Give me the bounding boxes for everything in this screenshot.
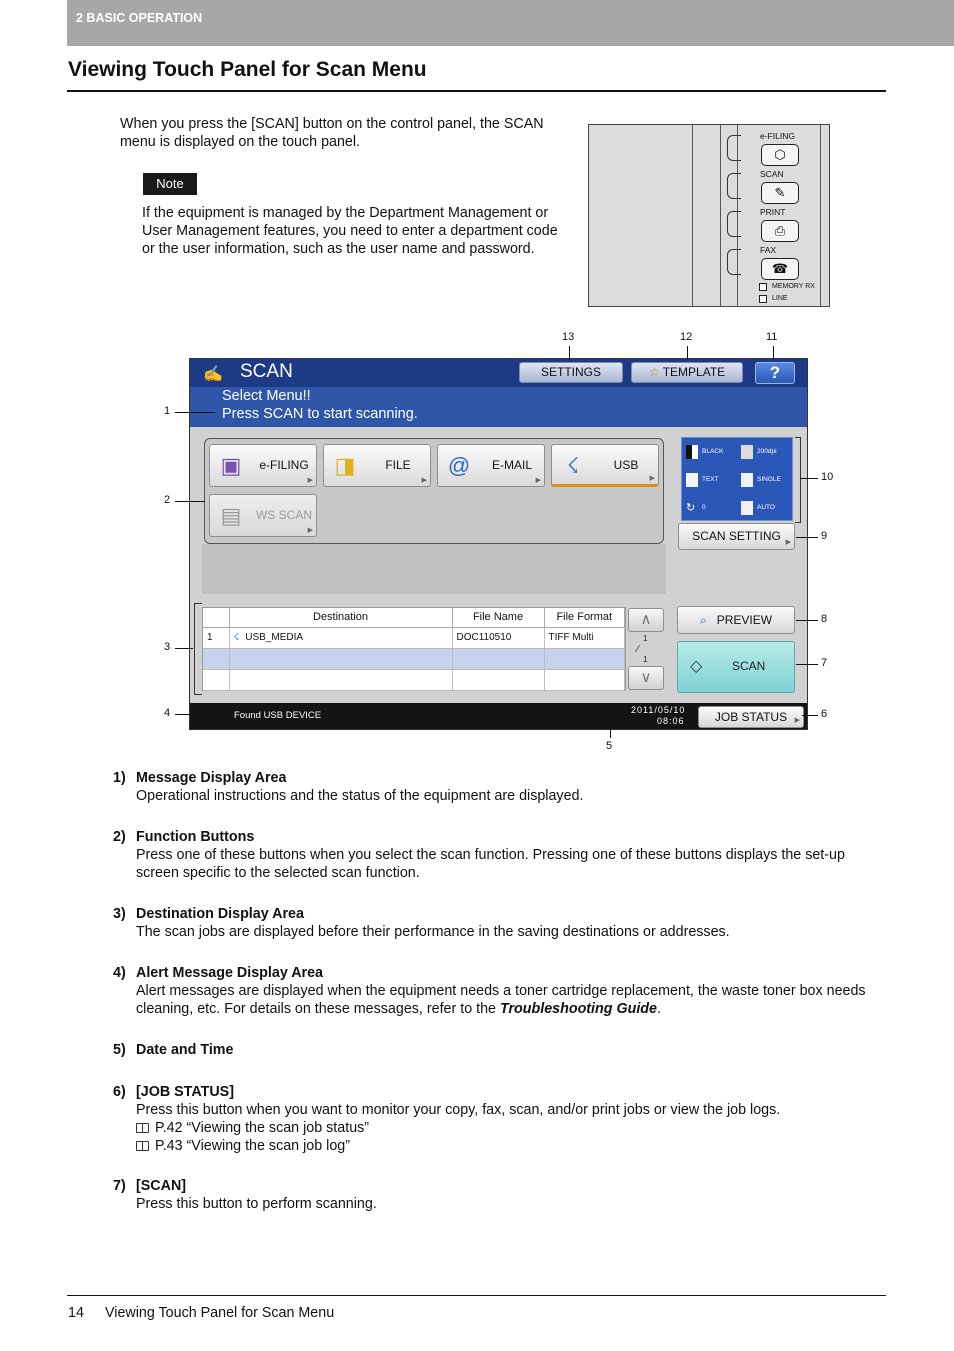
rotation-cell: ↻ 0: [686, 502, 706, 514]
callout-11: 11: [766, 331, 778, 343]
settings-button[interactable]: SETTINGS: [519, 362, 623, 383]
table-cell: [203, 669, 229, 690]
title-divider: [67, 90, 886, 92]
arrow-icon: ▶: [307, 477, 313, 484]
chevron-down-icon: ∨: [640, 669, 652, 686]
callout-line: [800, 478, 818, 479]
table-cell: [544, 669, 625, 690]
message-line-2: Press SCAN to start scanning.: [222, 406, 418, 422]
usb-icon: ☇: [566, 453, 580, 478]
table-cell: 1: [203, 627, 229, 648]
callout-13: 13: [562, 331, 575, 343]
footer-divider: [67, 1295, 886, 1296]
email-function-button[interactable]: [437, 444, 545, 487]
page-title: Viewing Touch Panel for Scan Menu: [68, 58, 427, 81]
destination-display-area: [202, 607, 626, 691]
usb-function-button[interactable]: [551, 444, 659, 487]
callout-line: [802, 715, 818, 716]
table-cell: ☇ USB_MEDIA: [229, 627, 452, 648]
page-number: 14: [68, 1305, 84, 1321]
email-function-label: E-MAIL: [491, 458, 532, 472]
template-button-label: TEMPLATE: [662, 365, 726, 379]
callout-8: 8: [821, 613, 828, 625]
button-bracket: [727, 173, 741, 199]
table-row[interactable]: [203, 627, 625, 648]
table-cell: TIFF Multi: [544, 627, 625, 648]
empty-area: [202, 544, 666, 594]
arrow-icon: ▶: [649, 475, 655, 482]
button-bracket: [727, 249, 741, 275]
callout-10: 10: [821, 471, 834, 483]
description-item-5: 5) Date and Time: [113, 1042, 234, 1058]
file-function-label: FILE: [385, 458, 411, 472]
callout-4: 4: [164, 707, 171, 719]
preview-label: PREVIEW: [716, 613, 773, 627]
callout-2: 2: [164, 494, 171, 506]
button-bracket: [727, 135, 741, 161]
efiling-function-label: e-FILING: [259, 458, 309, 472]
table-row[interactable]: [203, 669, 625, 690]
page-down-button[interactable]: [628, 666, 664, 690]
description-item-3: 3) Destination Display Area The scan jobs are displayed before their performance in the saving destinations or addresses.: [113, 906, 730, 940]
folder-icon: ◨: [334, 453, 356, 478]
callout-line: [796, 537, 818, 538]
callout-line: [175, 501, 205, 502]
table-header-cell: Destination: [229, 608, 452, 627]
panel-edge: [692, 125, 693, 307]
efiling-icon: ⬡: [761, 144, 799, 166]
message-line-1: Select Menu!!: [222, 388, 311, 404]
ws-scan-icon: ▤: [220, 503, 242, 528]
template-button[interactable]: [631, 362, 743, 383]
print-icon: ⎙: [761, 220, 799, 242]
current-page: 1: [643, 634, 648, 643]
callout-line: [796, 620, 818, 621]
callout-line: [687, 346, 688, 360]
arrow-icon: ▶: [307, 527, 313, 534]
chevron-up-icon: ∧: [640, 611, 652, 628]
efiling-function-button[interactable]: [209, 444, 317, 487]
efiling-label: e-FILING: [760, 131, 795, 141]
page-up-button[interactable]: [628, 608, 664, 632]
callout-bracket: [795, 437, 801, 523]
message-display-area: [190, 387, 807, 427]
table-header-cell: File Name: [452, 608, 544, 627]
callout-7: 7: [821, 657, 828, 669]
table-cell: [229, 648, 452, 669]
reference-link[interactable]: P.43 “Viewing the scan job log”: [113, 1137, 883, 1155]
book-icon: [136, 1123, 149, 1133]
ws-scan-function-button[interactable]: [209, 494, 317, 537]
description-item-2: 2) Function Buttons Press one of these buttons when you select the scan function. Pressing one of these buttons displays the set-up screen specific to the selected scan function.: [113, 829, 845, 881]
table-cell: [544, 648, 625, 669]
color-mode-cell: BLACK: [682, 438, 737, 466]
note-text: If the equipment is managed by the Department Management or User Management features, you need to enter a department code or the user information, such as the user name and password.: [142, 205, 558, 257]
callout-line: [773, 346, 774, 360]
scan-setting-label: SCAN SETTING: [692, 529, 781, 543]
callout-bracket: [194, 603, 202, 695]
star-icon: ☆: [648, 365, 660, 379]
alert-message-display-area: [190, 703, 807, 730]
arrow-icon: ▶: [421, 477, 427, 484]
callout-line: [796, 664, 818, 665]
original-mode-cell: TEXT: [682, 466, 737, 494]
single-double-cell: SINGLE: [737, 466, 792, 494]
table-cell: [229, 669, 452, 690]
resolution-cell: 200dpi: [737, 438, 792, 466]
memory-rx-label: MEMORY RX: [772, 283, 815, 290]
panel-edge: [820, 125, 821, 307]
book-icon: [136, 1141, 149, 1151]
total-pages: 1: [643, 655, 648, 664]
callout-3: 3: [164, 641, 171, 653]
date-display: 2011/05/10: [631, 705, 686, 715]
memory-rx-indicator: [759, 283, 767, 291]
description-item-7: 7) [SCAN] Press this button to perform scanning.: [113, 1178, 377, 1212]
time-display: 08:06: [657, 716, 685, 726]
print-label: PRINT: [760, 207, 786, 217]
callout-line: [175, 648, 193, 649]
arrow-icon: ▶: [794, 717, 800, 724]
help-button[interactable]: ?: [755, 362, 795, 384]
panel-edge: [720, 125, 721, 307]
description-item-4: 4) Alert Message Display Area Alert messages are displayed when the equipment needs a toner cartridge replacement, the waste toner box needs cleaning, etc. For details on these messages, refer to the Troubleshooting Guide.: [113, 965, 866, 1017]
fax-label: FAX: [760, 245, 777, 255]
table-cell: DOC110510: [452, 627, 544, 648]
table-row[interactable]: [203, 648, 625, 669]
button-bracket: [727, 211, 741, 237]
callout-6: 6: [821, 708, 828, 720]
usb-icon: ☇: [233, 632, 240, 643]
scan-button-label: SCAN: [732, 659, 766, 673]
ws-scan-function-label: WS SCAN: [255, 508, 312, 522]
usb-function-label: USB: [613, 458, 639, 472]
job-status-button[interactable]: [698, 706, 804, 728]
callout-5: 5: [606, 740, 613, 752]
callout-1: 1: [164, 405, 171, 417]
callout-line: [175, 714, 200, 715]
table-header-row: [203, 608, 625, 627]
preview-button[interactable]: [677, 606, 795, 634]
page-separator-icon: ∕: [637, 644, 639, 655]
section-label: 2 BASIC OPERATION: [76, 11, 203, 25]
file-function-button[interactable]: [323, 444, 431, 487]
description-item-1: 1) Message Display Area Operational instructions and the status of the equipment are displayed.: [113, 770, 584, 804]
table-cell: [203, 648, 229, 669]
start-icon: ◇: [690, 658, 703, 675]
line-indicator: [759, 295, 767, 303]
job-status-label: JOB STATUS: [714, 710, 788, 724]
reference-link[interactable]: P.42 “Viewing the scan job status”: [113, 1119, 883, 1137]
function-buttons-area: [204, 438, 664, 544]
table-cell: [452, 669, 544, 690]
arrow-icon: ▶: [785, 539, 791, 546]
scan-setting-button[interactable]: [678, 523, 795, 550]
preview-icon: ⌕: [699, 613, 707, 627]
email-icon: @: [447, 453, 471, 478]
description-item-6: 6) [JOB STATUS] Press this button when you want to monitor your copy, fax, scan, and/or print jobs or view the job logs. P.42 “Viewing the scan job status” P.43 “Viewing the scan job log”: [113, 1083, 883, 1155]
touch-panel-title-bar: [190, 359, 807, 387]
destination-table: [203, 608, 625, 691]
footer-title: Viewing Touch Panel for Scan Menu: [105, 1305, 335, 1321]
scan-logo-icon: ✍: [203, 366, 223, 383]
scan-icon: ✎: [761, 182, 799, 204]
scan-label: SCAN: [760, 169, 784, 179]
touch-panel-title: SCAN: [240, 361, 293, 382]
callout-line: [610, 712, 630, 713]
alert-message: Found USB DEVICE: [234, 710, 322, 721]
touch-panel-screenshot: [189, 358, 808, 730]
callout-9: 9: [821, 530, 828, 542]
fax-icon: ☎: [761, 258, 799, 280]
callout-line: [175, 412, 215, 413]
control-panel-illustration: [588, 124, 830, 307]
callout-line: [610, 712, 611, 738]
callout-line: [569, 346, 570, 360]
scan-button[interactable]: [677, 641, 795, 693]
line-label: LINE: [772, 295, 788, 302]
intro-paragraph: When you press the [SCAN] button on the control panel, the SCAN menu is displayed on the touch panel.: [120, 116, 544, 150]
table-header-cell: File Format: [544, 608, 625, 627]
table-header-cell: [203, 608, 229, 627]
arrow-icon: ▶: [535, 477, 541, 484]
section-header-bar: [67, 0, 954, 46]
original-size-cell: AUTO: [737, 494, 792, 522]
callout-12: 12: [680, 331, 693, 343]
scan-settings-summary[interactable]: [681, 437, 793, 521]
efiling-box-icon: ▣: [220, 453, 242, 478]
table-cell: [452, 648, 544, 669]
note-label: Note: [143, 173, 197, 195]
